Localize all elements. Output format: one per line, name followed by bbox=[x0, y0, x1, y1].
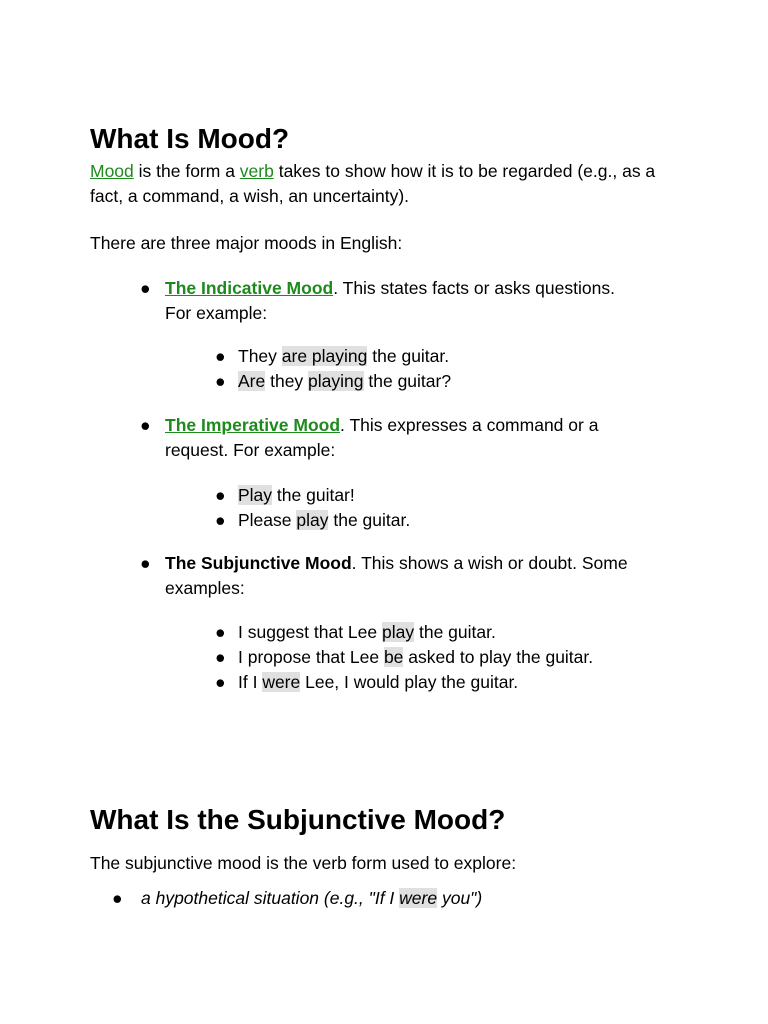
subjunctive-uses-list bbox=[112, 886, 632, 911]
link-imperative-mood[interactable]: The Imperative Mood bbox=[165, 415, 341, 435]
example-item bbox=[215, 344, 645, 369]
bullet-icon: ● bbox=[215, 672, 226, 692]
mood-desc: . This expresses a command or a request. For example: bbox=[165, 415, 599, 460]
intro-paragraph bbox=[90, 159, 670, 209]
mood-item-imperative bbox=[140, 413, 640, 463]
highlighted-verb: were bbox=[399, 888, 438, 908]
subjunctive-use-item bbox=[112, 886, 632, 911]
example-text: I propose that Lee bbox=[238, 647, 384, 667]
example-text: they bbox=[265, 371, 309, 391]
highlighted-verb: Play bbox=[238, 485, 273, 505]
highlighted-verb: play bbox=[382, 622, 415, 642]
example-list-imperative bbox=[215, 483, 645, 533]
use-text: you") bbox=[437, 888, 483, 908]
example-text: Lee, I would play the guitar. bbox=[300, 672, 519, 692]
bullet-icon: ● bbox=[215, 485, 226, 505]
example-text: the guitar. bbox=[367, 346, 450, 366]
heading-subjunctive-mood: What Is the Subjunctive Mood? bbox=[90, 804, 506, 835]
bullet-icon: ● bbox=[215, 371, 226, 391]
mood-list-imperative bbox=[140, 413, 640, 463]
link-verb[interactable]: verb bbox=[239, 161, 274, 181]
example-text: asked to play the guitar. bbox=[403, 647, 594, 667]
example-text: If I bbox=[238, 672, 263, 692]
link-mood[interactable]: Mood bbox=[90, 161, 134, 181]
example-item bbox=[215, 670, 645, 695]
highlighted-verb: be bbox=[383, 647, 404, 667]
example-text: the guitar? bbox=[363, 371, 452, 391]
bullet-icon: ● bbox=[215, 647, 226, 667]
example-item bbox=[215, 508, 645, 533]
use-text: a hypothetical situation (e.g., "If I bbox=[141, 888, 400, 908]
link-indicative-mood[interactable]: The Indicative Mood bbox=[165, 278, 334, 298]
bullet-icon: ● bbox=[215, 622, 226, 642]
bullet-icon: ● bbox=[140, 415, 151, 435]
bullet-icon: ● bbox=[140, 278, 151, 298]
highlighted-verb: play bbox=[296, 510, 329, 530]
example-text: Please bbox=[238, 510, 297, 530]
example-text: the guitar! bbox=[272, 485, 355, 505]
mood-list-subjunctive bbox=[140, 551, 640, 601]
intro-text-2: takes to show how it is to be regarded (e.g., as a fact, a command, a wish, an uncertainty). bbox=[90, 161, 656, 206]
example-text: the guitar. bbox=[328, 510, 411, 530]
subjunctive-mood-label: The Subjunctive Mood bbox=[165, 553, 352, 573]
example-text: I suggest that Lee bbox=[238, 622, 382, 642]
example-item bbox=[215, 369, 645, 394]
highlighted-verb: are playing bbox=[281, 346, 368, 366]
bullet-icon: ● bbox=[215, 346, 226, 366]
example-item bbox=[215, 620, 645, 645]
highlighted-verb: playing bbox=[308, 371, 364, 391]
bullet-icon: ● bbox=[215, 510, 226, 530]
bullet-icon: ● bbox=[140, 553, 151, 573]
mood-list-indicative bbox=[140, 276, 640, 326]
moods-lead-paragraph: There are three major moods in English: bbox=[90, 233, 403, 253]
mood-desc: . This shows a wish or doubt. Some examples: bbox=[165, 553, 628, 598]
example-list-indicative bbox=[215, 344, 645, 394]
heading-what-is-mood: What Is Mood? bbox=[90, 123, 290, 154]
example-text: the guitar. bbox=[414, 622, 496, 642]
mood-desc: . This states facts or asks questions. For example: bbox=[165, 278, 615, 323]
example-item bbox=[215, 483, 645, 508]
example-item bbox=[215, 645, 645, 670]
highlighted-verb: Are bbox=[238, 371, 266, 391]
mood-item-subjunctive bbox=[140, 551, 640, 601]
mood-item-indicative bbox=[140, 276, 640, 326]
intro-text-1: is the form a bbox=[133, 161, 240, 181]
example-text: They bbox=[238, 346, 282, 366]
bullet-icon: ● bbox=[112, 888, 123, 908]
example-list-subjunctive bbox=[215, 620, 645, 695]
highlighted-verb: were bbox=[262, 672, 301, 692]
subjunctive-lead-paragraph: The subjunctive mood is the verb form used to explore: bbox=[90, 853, 517, 873]
